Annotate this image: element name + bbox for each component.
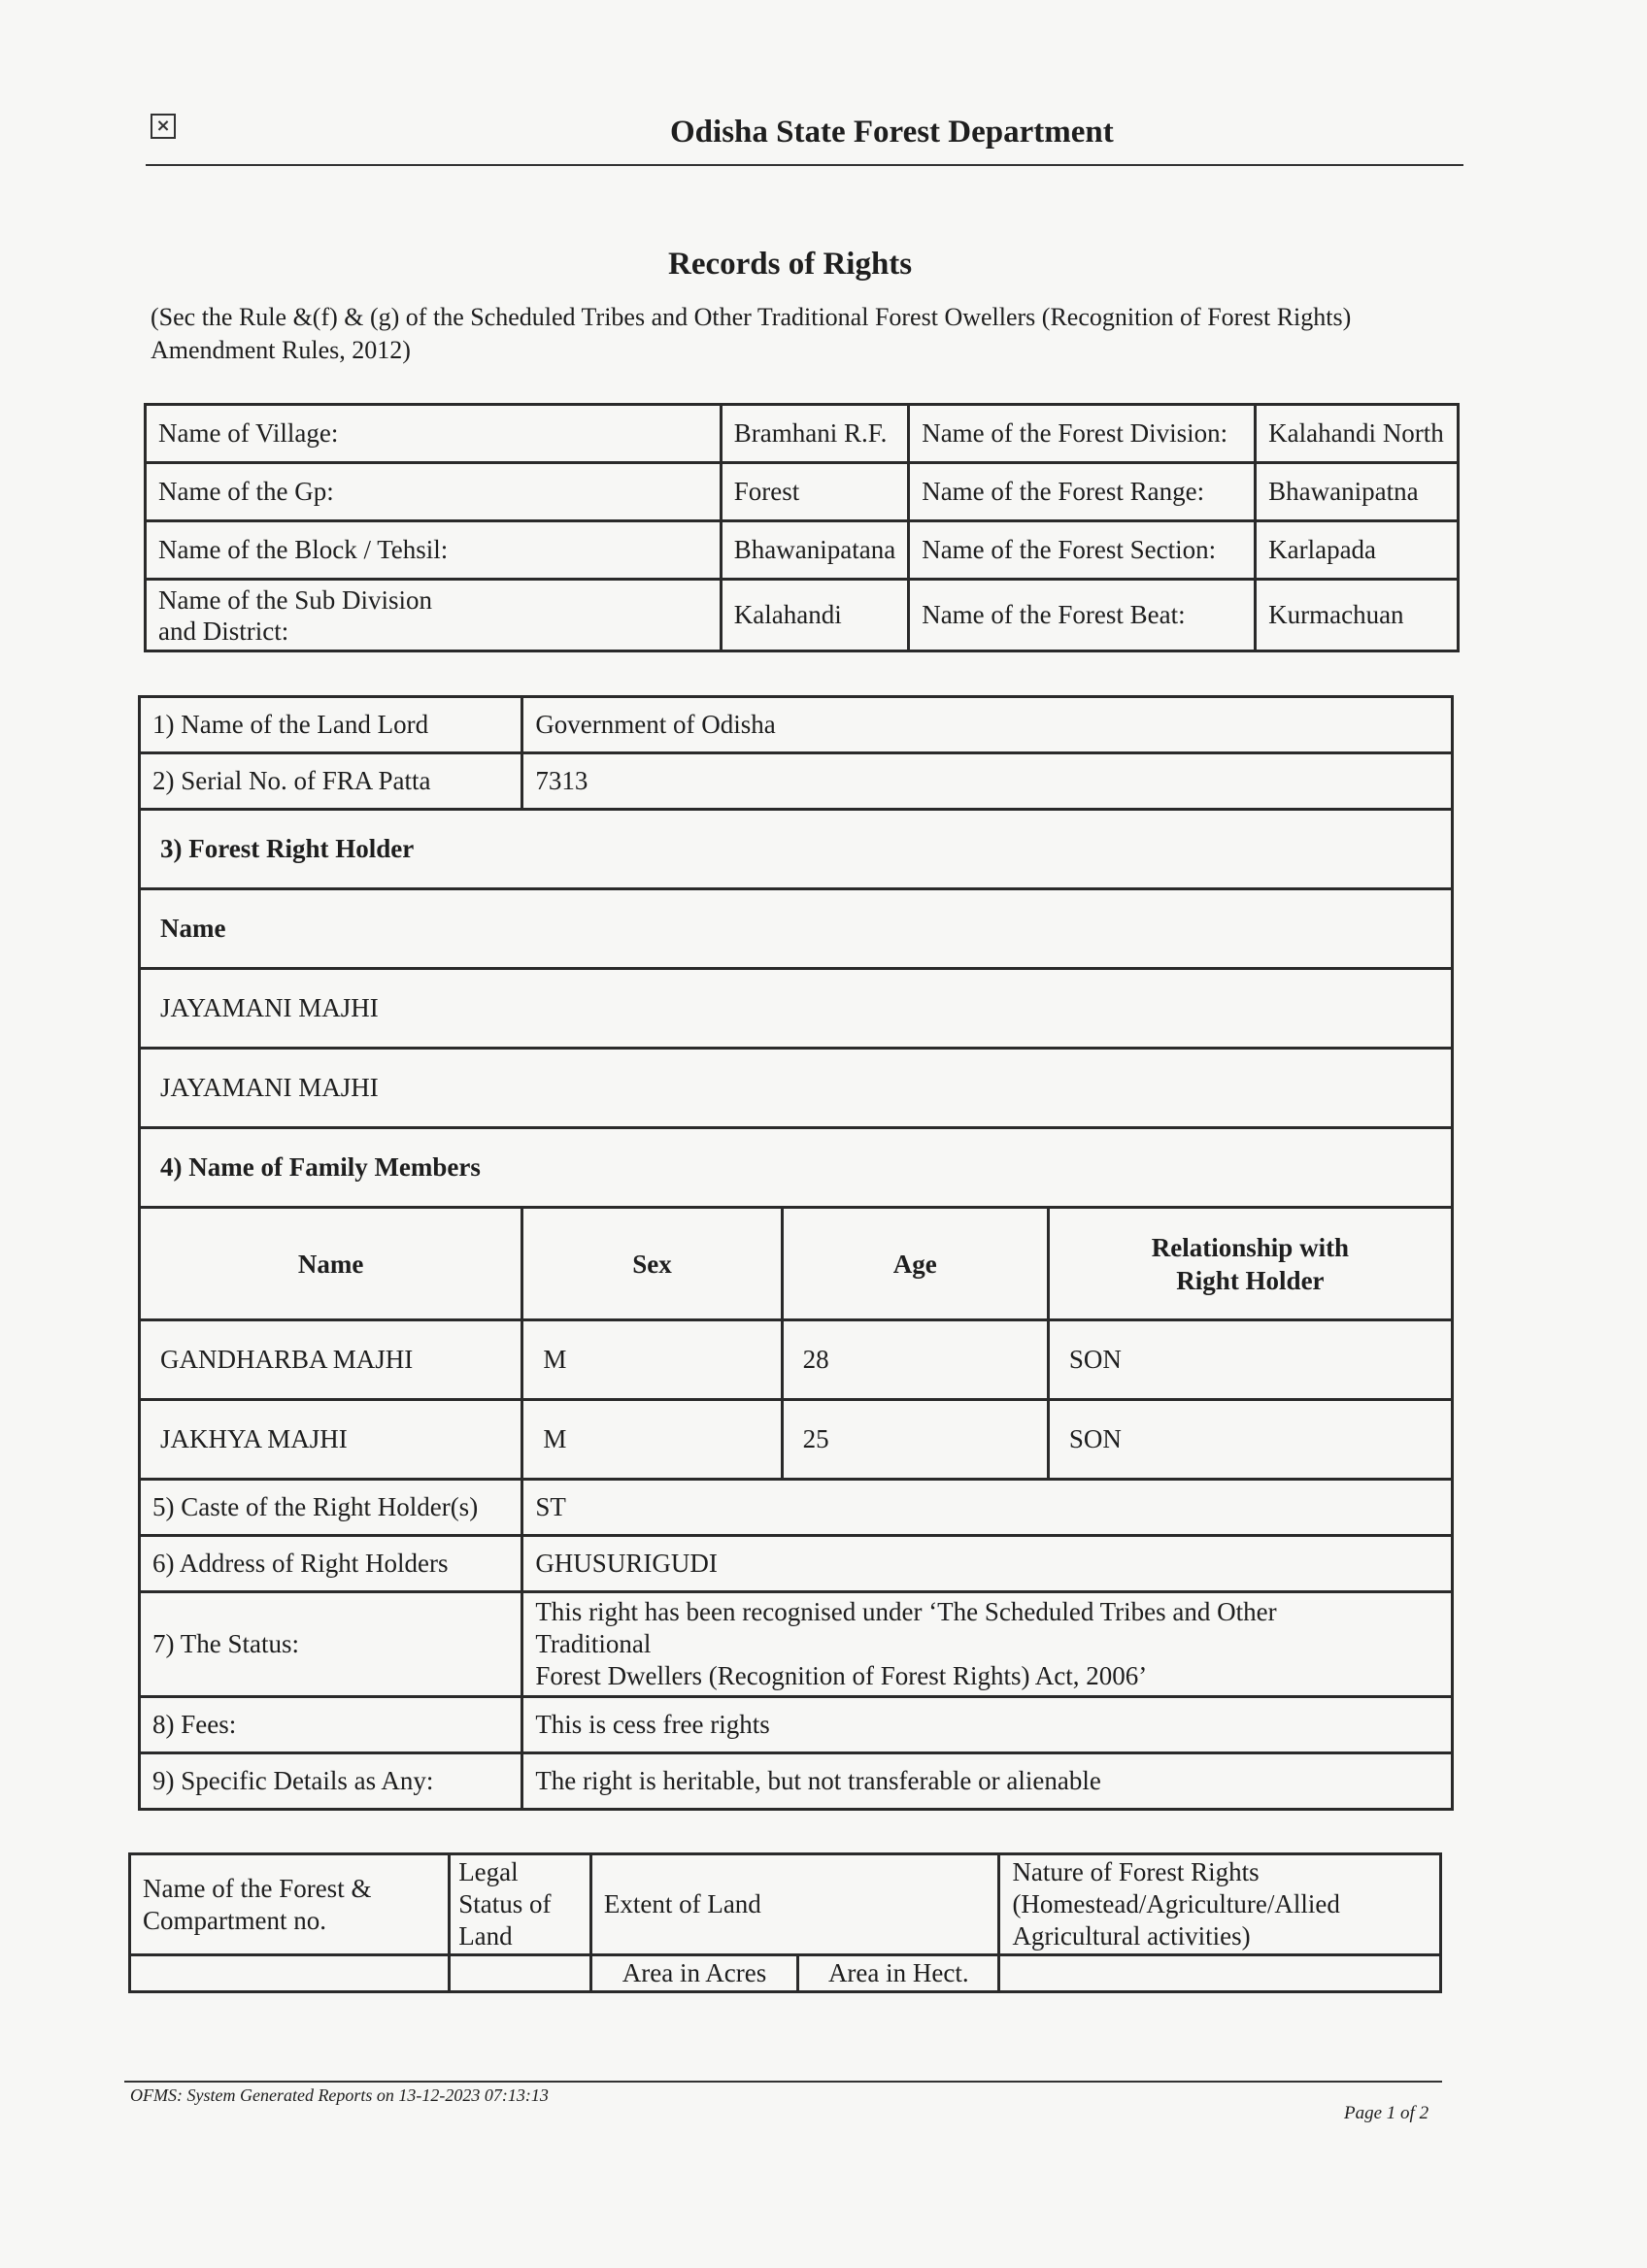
- status-value: [522, 1592, 1453, 1697]
- family-member-relation: SON: [1048, 1320, 1452, 1400]
- specific-label: 9) Specific Details as Any:: [140, 1753, 522, 1810]
- caste-label: 5) Caste of the Right Holder(s): [140, 1480, 522, 1536]
- block-label: Name of the Block / Tehsil:: [146, 521, 722, 580]
- table-row: [146, 521, 1459, 580]
- footer-rule: [124, 2081, 1442, 2083]
- subdivision-label-line2: and District:: [158, 616, 289, 646]
- broken-image-icon: ×: [151, 114, 176, 139]
- table-row: [140, 810, 1453, 889]
- fees-value: This is cess free rights: [522, 1697, 1453, 1753]
- beat-value: Kurmachuan: [1256, 580, 1459, 651]
- table-row: [140, 1536, 1453, 1592]
- document-subtitle: (Sec the Rule &(f) & (g) of the Scheduled Tribes and Other Traditional Forest Owellers (Recognition of Forest Rights) Amendment Rules, 2012): [151, 303, 1352, 364]
- family-member-age: 25: [782, 1400, 1048, 1480]
- extent-of-land-heading: Extent of Land: [590, 1854, 999, 1955]
- nature-line2: (Homestead/Agriculture/Allied: [1012, 1889, 1340, 1918]
- table-row: [140, 1320, 1453, 1400]
- nature-of-rights-cell: [999, 1955, 1441, 1992]
- legal-status-heading: [450, 1854, 591, 1955]
- address-label: 6) Address of Right Holders: [140, 1536, 522, 1592]
- serial-label: 2) Serial No. of FRA Patta: [140, 753, 522, 810]
- landlord-label: 1) Name of the Land Lord: [140, 697, 522, 753]
- family-section-heading: 4) Name of Family Members: [140, 1128, 1453, 1208]
- subdivision-label-line1: Name of the Sub Division: [158, 584, 432, 615]
- family-header-relation-line2: Right Holder: [1176, 1265, 1325, 1295]
- location-table: [144, 403, 1460, 652]
- table-row: [146, 580, 1459, 651]
- section-label: Name of the Forest Section:: [909, 521, 1256, 580]
- village-label: Name of Village:: [146, 405, 722, 463]
- table-row: [130, 1854, 1441, 1955]
- forest-compartment-line2: Compartment no.: [143, 1905, 326, 1935]
- subdivision-value: Kalahandi: [721, 580, 908, 651]
- holder-name-heading: Name: [140, 889, 1453, 969]
- landlord-value: Government of Odisha: [522, 697, 1453, 753]
- fees-label: 8) Fees:: [140, 1697, 522, 1753]
- family-member-name: GANDHARBA MAJHI: [140, 1320, 522, 1400]
- document-title: Records of Rights: [668, 247, 913, 282]
- area-hect-heading: Area in Hect.: [798, 1955, 999, 1992]
- subdivision-label: [146, 580, 722, 651]
- holder-section-heading: 3) Forest Right Holder: [140, 810, 1453, 889]
- generated-timestamp: OFMS: System Generated Reports on 13-12-2023 07:13:13: [130, 2085, 549, 2105]
- nature-line1: Nature of Forest Rights: [1012, 1857, 1260, 1886]
- table-row: [140, 1592, 1453, 1697]
- family-member-sex: M: [522, 1400, 782, 1480]
- table-row: [140, 1480, 1453, 1536]
- holder-name: JAYAMANI MAJHI: [140, 969, 1453, 1049]
- family-header-relation-line1: Relationship with: [1151, 1232, 1350, 1262]
- page-number: Page 1 of 2: [1344, 2103, 1429, 2123]
- division-value: Kalahandi North: [1256, 405, 1459, 463]
- table-row: [140, 1049, 1453, 1128]
- nature-of-rights-heading: [999, 1854, 1441, 1955]
- table-row: [140, 1753, 1453, 1810]
- holder-name: JAYAMANI MAJHI: [140, 1049, 1453, 1128]
- nature-line3: Agricultural activities): [1012, 1921, 1251, 1951]
- table-row: [146, 405, 1459, 463]
- legal-status-line2: Status of: [458, 1889, 552, 1918]
- gp-value: Forest: [721, 463, 908, 521]
- forest-compartment-line1: Name of the Forest &: [143, 1873, 372, 1903]
- table-row: [130, 1955, 1441, 1992]
- land-table: [128, 1852, 1442, 1993]
- block-value: Bhawanipatana: [721, 521, 908, 580]
- family-member-sex: M: [522, 1320, 782, 1400]
- table-row: [140, 753, 1453, 810]
- range-label: Name of the Forest Range:: [909, 463, 1256, 521]
- department-title: Odisha State Forest Department: [670, 115, 1114, 150]
- header-rule: [146, 164, 1463, 166]
- status-line3: Forest Dwellers (Recognition of Forest Rights) Act, 2006’: [535, 1661, 1148, 1690]
- table-row: [140, 1208, 1453, 1320]
- serial-value: 7313: [522, 753, 1453, 810]
- family-header-age: Age: [782, 1208, 1048, 1320]
- area-acres-heading: Area in Acres: [590, 1955, 797, 1992]
- table-row: [140, 1400, 1453, 1480]
- table-row: [140, 1128, 1453, 1208]
- family-member-name: JAKHYA MAJHI: [140, 1400, 522, 1480]
- status-line1: This right has been recognised under ‘The Scheduled Tribes and Other: [535, 1597, 1277, 1626]
- forest-compartment-cell: [130, 1955, 450, 1992]
- rights-table: [138, 695, 1454, 1811]
- table-row: [140, 697, 1453, 753]
- family-member-age: 28: [782, 1320, 1048, 1400]
- range-value: Bhawanipatna: [1256, 463, 1459, 521]
- legal-status-line3: Land: [458, 1921, 513, 1951]
- table-row: [146, 463, 1459, 521]
- legal-status-cell: [450, 1955, 591, 1992]
- family-header-relation: [1048, 1208, 1452, 1320]
- beat-label: Name of the Forest Beat:: [909, 580, 1256, 651]
- address-value: GHUSURIGUDI: [522, 1536, 1453, 1592]
- status-line2: Traditional: [535, 1629, 652, 1658]
- family-header-sex: Sex: [522, 1208, 782, 1320]
- caste-value: ST: [522, 1480, 1453, 1536]
- table-row: [140, 969, 1453, 1049]
- gp-label: Name of the Gp:: [146, 463, 722, 521]
- village-value: Bramhani R.F.: [721, 405, 908, 463]
- table-row: [140, 889, 1453, 969]
- division-label: Name of the Forest Division:: [909, 405, 1256, 463]
- family-header-name: Name: [140, 1208, 522, 1320]
- family-member-relation: SON: [1048, 1400, 1452, 1480]
- status-label: 7) The Status:: [140, 1592, 522, 1697]
- table-row: [140, 1697, 1453, 1753]
- specific-value: The right is heritable, but not transferable or alienable: [522, 1753, 1453, 1810]
- forest-compartment-heading: [130, 1854, 450, 1955]
- legal-status-line1: Legal: [458, 1857, 519, 1886]
- section-value: Karlapada: [1256, 521, 1459, 580]
